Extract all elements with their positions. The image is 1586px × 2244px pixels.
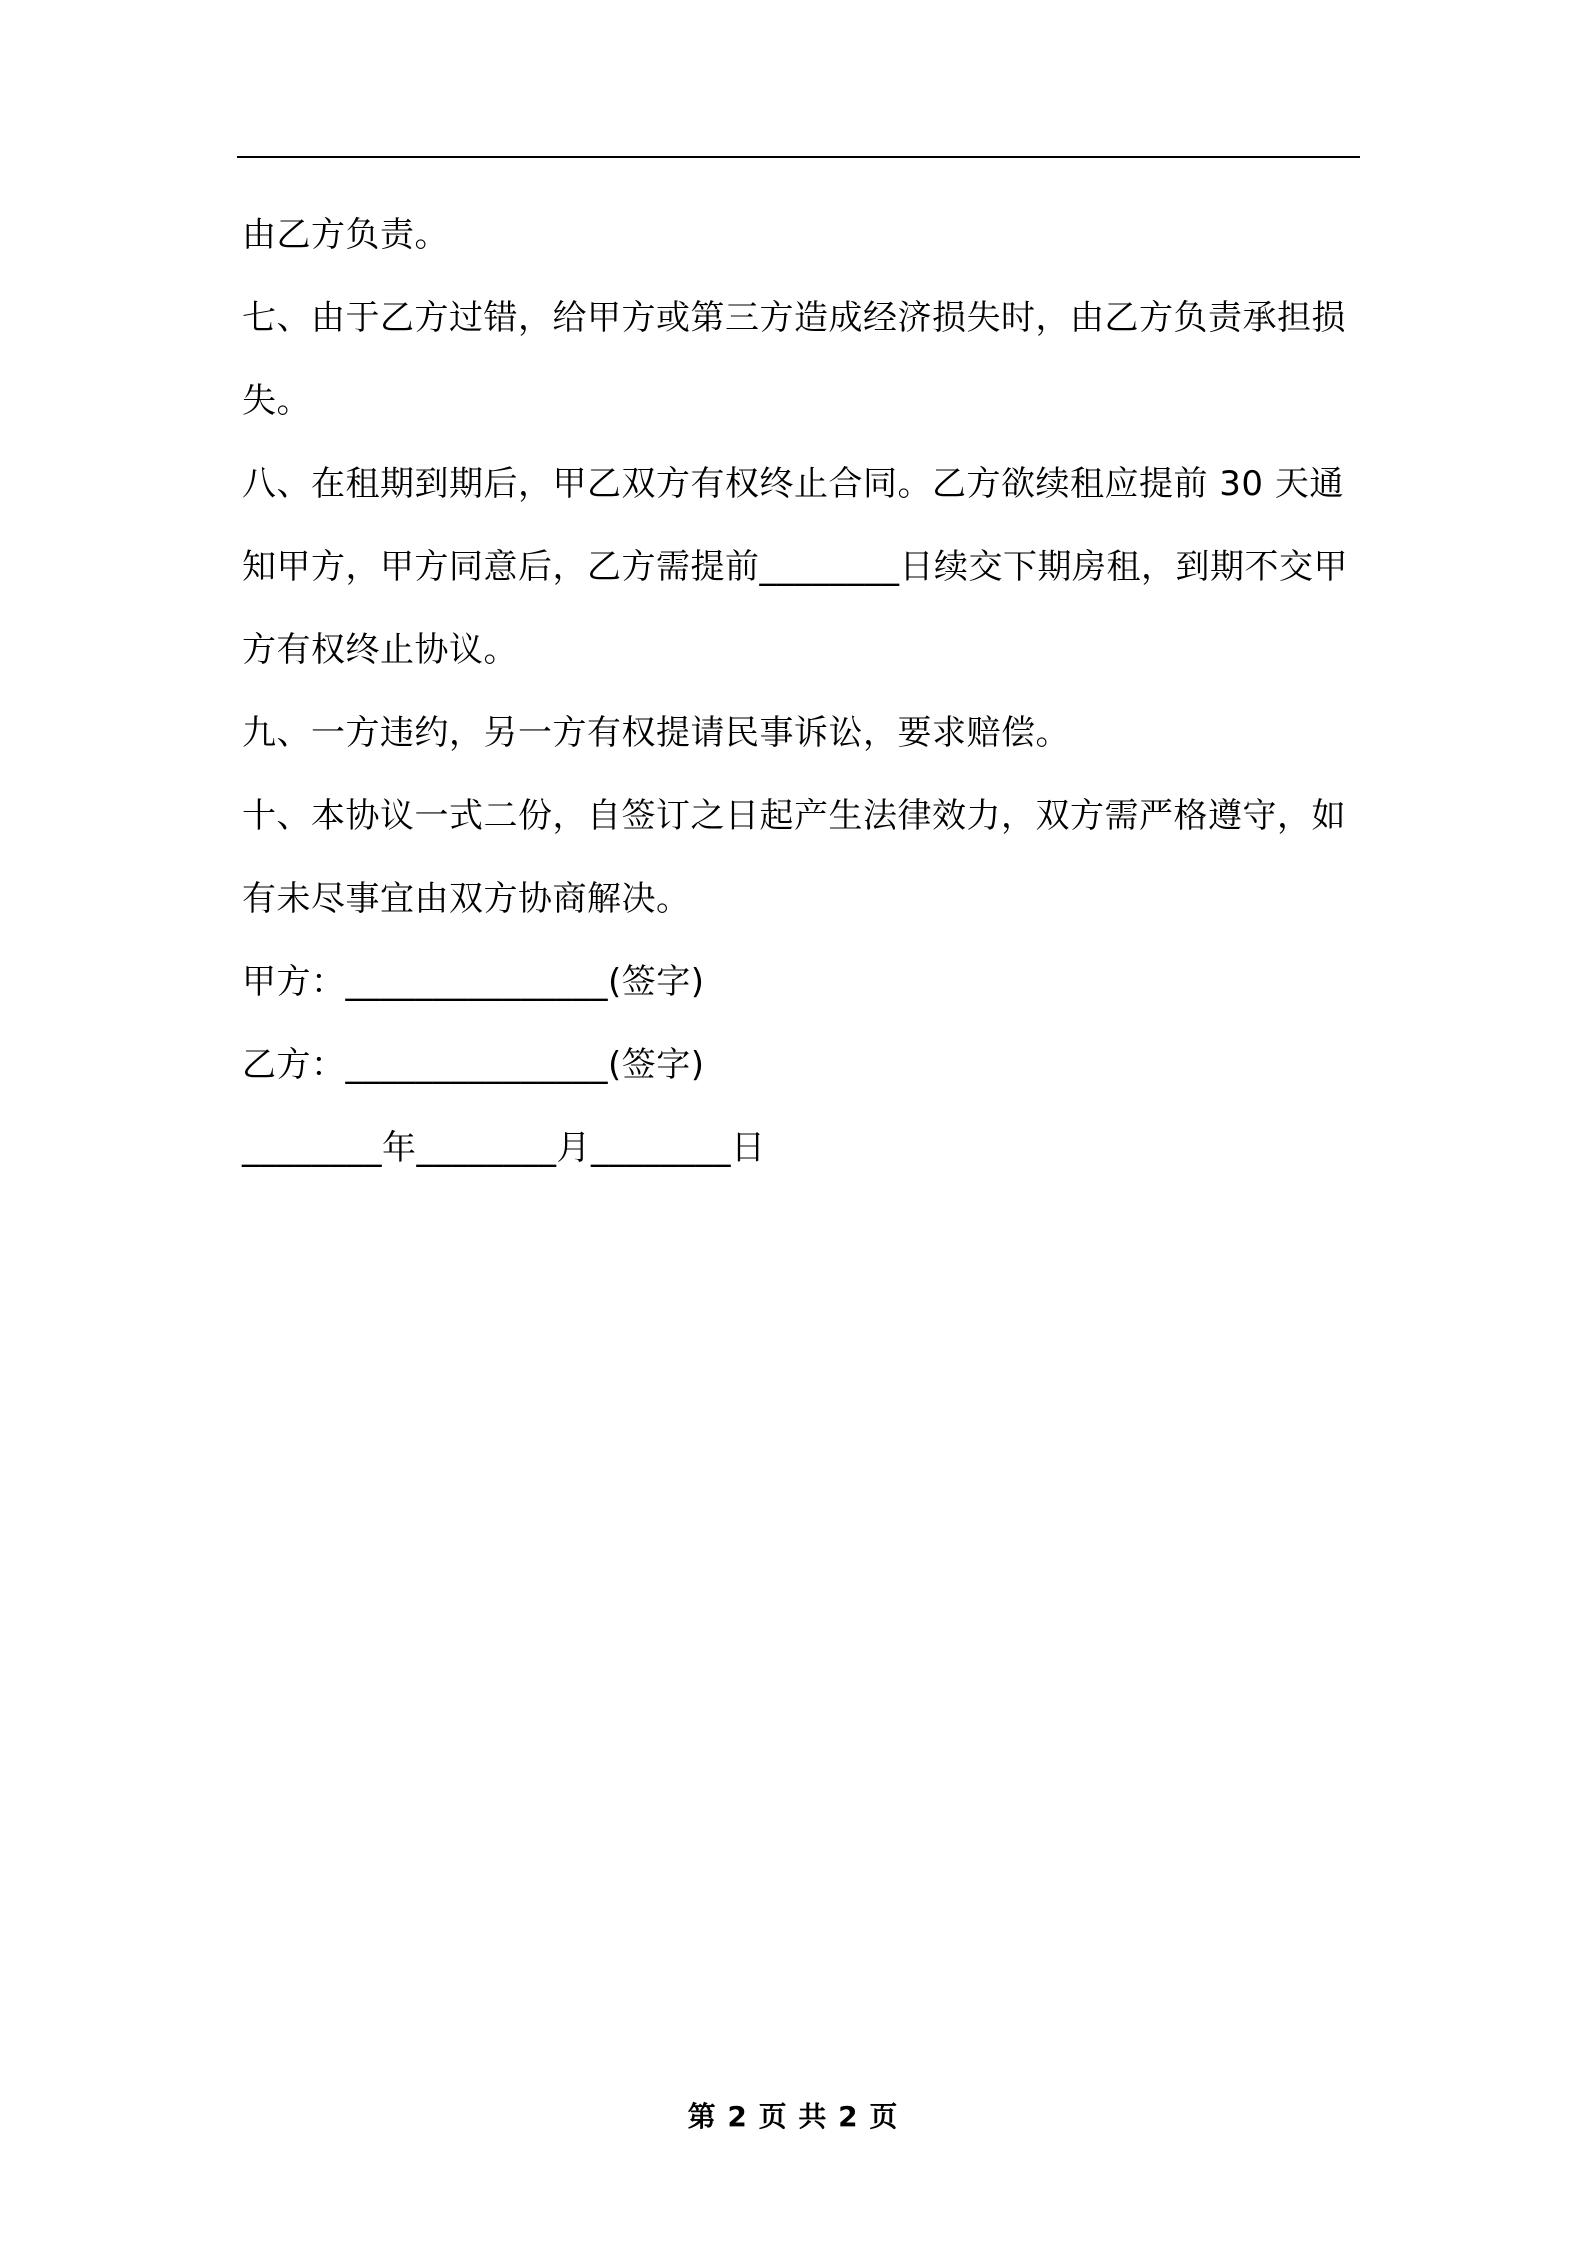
clause-seven: 七、由于乙方过错，给甲方或第三方造成经济损失时，由乙方负责承担损失。 bbox=[242, 298, 1346, 421]
clause-ten: 十、本协议一式二份，自签订之日起产生法律效力，双方需严格遵守，如有未尽事宜由双方协商解决。 bbox=[242, 796, 1346, 919]
page-number: 第 2 页 共 2 页 bbox=[687, 2100, 899, 2133]
party-b-signature-line: 乙方：_______________(签字) bbox=[242, 1045, 705, 1085]
clause-nine: 九、一方违约，另一方有权提请民事诉讼，要求赔偿。 bbox=[242, 713, 1070, 753]
signature-date-line: ________年________月________日 bbox=[242, 1128, 766, 1168]
clause-eight: 八、在租期到期后，甲乙双方有权终止合同。乙方欲续租应提前 30 天通知甲方，甲方同意后，乙方需提前________日续交下期房租，到期不交甲方有权终止协议。 bbox=[242, 464, 1348, 670]
party-a-signature-line: 甲方：_______________(签字) bbox=[242, 962, 705, 1002]
clause-continuation: 由乙方负责。 bbox=[242, 215, 449, 255]
document-body bbox=[242, 194, 1360, 1190]
header-rule bbox=[237, 156, 1360, 158]
